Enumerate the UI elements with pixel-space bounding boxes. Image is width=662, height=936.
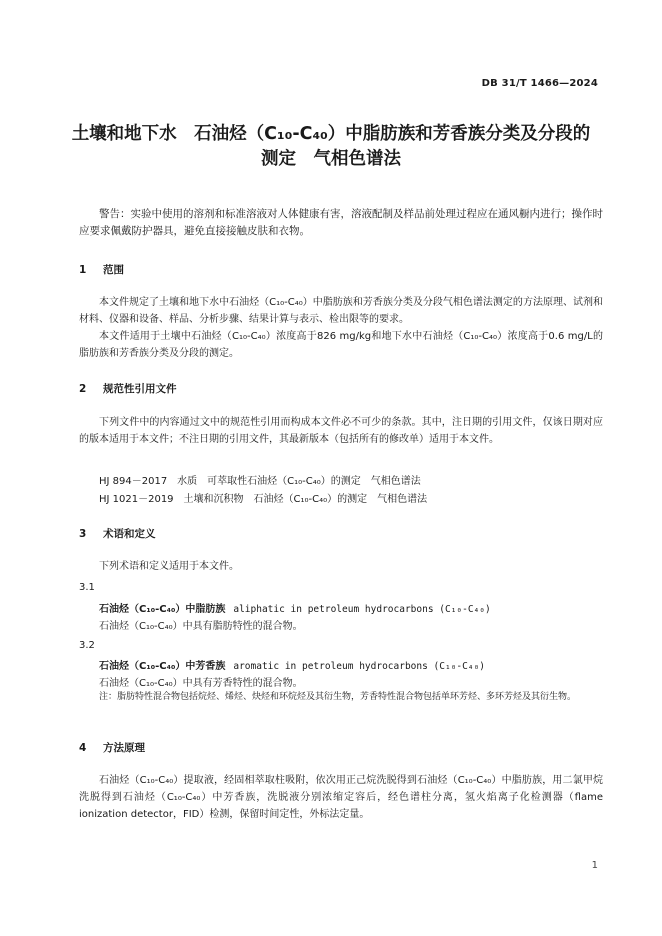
term-3-2-number: 3.2 xyxy=(79,640,95,651)
term-3-1 xyxy=(99,600,491,615)
section-1-paragraph-1: 本文件规定了土壤和地下水中石油烃（C₁₀-C₄₀）中脂肪族和芳香族分类及分段气相色谱法测定的方法原理、试剂和材料、仪器和设备、样品、分析步骤、结果计算与表示、检出限等的要求。 xyxy=(79,297,603,325)
section-title: 方法原理 xyxy=(103,742,145,754)
title-line-1: 土壤和地下水 石油烃（C₁₀-C₄₀）中脂肪族和芳香族分类及分段的 xyxy=(71,124,591,144)
section-title: 范围 xyxy=(103,264,124,276)
page-number: 1 xyxy=(591,860,598,871)
term-chinese: 石油烃（C₁₀-C₄₀）中脂肪族 xyxy=(99,604,226,615)
note: 注：脂肪特性混合物包括烷烃、烯烃、炔烃和环烷烃及其衍生物，芳香特性混合物包括单环芳烃、多环芳烃及其衍生物。 xyxy=(99,692,577,702)
term-3-2-definition: 石油烃（C₁₀-C₄₀）中具有芳香特性的混合物。 xyxy=(99,678,303,689)
section-4-paragraph-1: 石油烃（C₁₀-C₄₀）提取液，经固相萃取柱吸附，依次用正己烷洗脱得到石油烃（C₁₀-C₄₀）中脂肪族，用二氯甲烷洗脱得到石油烃（C₁₀-C₄₀）中芳香族，洗脱液分别浓缩定容后，经色谱柱分离，氢火焰离子化检测器（flame ionization detector，FID）检测，保留时间定性，外标法定量。 xyxy=(79,775,603,820)
warning-paragraph: 警告：实验中使用的溶剂和标准溶液对人体健康有害，溶液配制及样品前处理过程应在通风橱内进行；操作时应要求佩戴防护器具，避免直接接触皮肤和衣物。 xyxy=(79,208,603,237)
section-title: 术语和定义 xyxy=(103,528,156,540)
section-1-heading xyxy=(79,262,124,277)
section-2-paragraph-1: 下列文件中的内容通过文中的规范性引用而构成本文件必不可少的条款。其中，注日期的引用文件，仅该日期对应的版本适用于本文件；不注日期的引用文件，其最新版本（包括所有的修改单）适用于本文件。 xyxy=(79,417,603,445)
section-title: 规范性引用文件 xyxy=(103,383,177,395)
term-3-2 xyxy=(99,657,485,672)
section-1-paragraph-2: 本文件适用于土壤中石油烃（C₁₀-C₄₀）浓度高于826 mg/kg和地下水中石油烃（C₁₀-C₄₀）浓度高于0.6 mg/L的脂肪族和芳香族分类及分段的测定。 xyxy=(79,331,603,359)
section-2-heading xyxy=(79,381,177,396)
section-3-heading xyxy=(79,526,156,541)
standard-code: DB 31/T 1466—2024 xyxy=(481,78,598,89)
reference-hj-894: HJ 894－2017 水质 可萃取性石油烃（C₁₀-C₄₀）的测定 气相色谱法 xyxy=(99,476,421,487)
title-line-2: 测定 气相色谱法 xyxy=(261,149,401,169)
section-4-heading xyxy=(79,740,145,755)
term-chinese: 石油烃（C₁₀-C₄₀）中芳香族 xyxy=(99,661,226,672)
term-english: aromatic in petroleum hydrocarbons (C₁₀-C₄₀) xyxy=(233,661,486,672)
section-number: 2 xyxy=(79,383,87,395)
section-3-intro: 下列术语和定义适用于本文件。 xyxy=(99,561,239,572)
section-number: 4 xyxy=(79,742,87,754)
term-english: aliphatic in petroleum hydrocarbons (C₁₀-C₄₀) xyxy=(233,604,491,615)
reference-hj-1021: HJ 1021－2019 土壤和沉积物 石油烃（C₁₀-C₄₀）的测定 气相色谱法 xyxy=(99,494,428,505)
term-3-1-definition: 石油烃（C₁₀-C₄₀）中具有脂肪特性的混合物。 xyxy=(99,621,303,632)
section-number: 1 xyxy=(79,264,87,276)
term-3-1-number: 3.1 xyxy=(79,582,95,593)
section-number: 3 xyxy=(79,528,87,540)
document-title xyxy=(60,122,602,172)
